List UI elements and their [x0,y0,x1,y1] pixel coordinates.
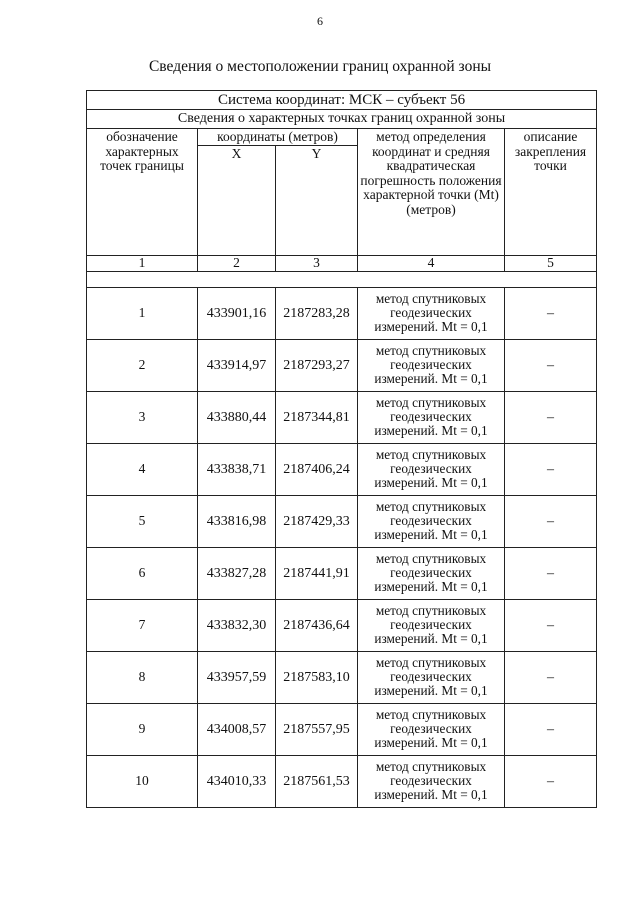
y-coordinate-cell: 2187436,64 [276,599,358,651]
method-cell: метод спутниковых геодезических измерений. Mt = 0,1 [358,547,505,599]
column-number: 2 [198,255,276,271]
coordinates-table [86,90,597,808]
y-coordinate-cell: 2187583,10 [276,651,358,703]
point-cell: 3 [87,391,198,443]
header-point: обозначение характерных точек границы [87,129,198,256]
method-cell: метод спутниковых геодезических измерений. Mt = 0,1 [358,755,505,807]
table-row [87,495,597,547]
table-row [87,703,597,755]
point-cell: 8 [87,651,198,703]
description-cell: – [505,703,597,755]
y-coordinate-cell: 2187406,24 [276,443,358,495]
coord-system-title: Система координат: МСК – субъект 56 [87,91,597,110]
column-number: 3 [276,255,358,271]
header-row [87,129,597,146]
table-row [87,547,597,599]
column-number: 1 [87,255,198,271]
method-cell: метод спутниковых геодезических измерений. Mt = 0,1 [358,443,505,495]
spacer-cell [87,271,597,287]
description-cell: – [505,391,597,443]
page-number: 6 [317,14,323,28]
x-coordinate-cell: 433957,59 [198,651,276,703]
method-cell: метод спутниковых геодезических измерений. Mt = 0,1 [358,651,505,703]
x-coordinate-cell: 433880,44 [198,391,276,443]
x-coordinate-cell: 433816,98 [198,495,276,547]
method-cell: метод спутниковых геодезических измерений. Mt = 0,1 [358,391,505,443]
point-cell: 10 [87,755,198,807]
header-y: Y [276,145,358,255]
column-number: 5 [505,255,597,271]
y-coordinate-cell: 2187344,81 [276,391,358,443]
x-coordinate-cell: 433838,71 [198,443,276,495]
table-subtitle: Сведения о характерных точках границ охранной зоны [87,110,597,129]
subtitle-row [87,110,597,129]
point-cell: 2 [87,339,198,391]
method-cell: метод спутниковых геодезических измерений. Mt = 0,1 [358,339,505,391]
description-cell: – [505,599,597,651]
description-cell: – [505,495,597,547]
method-cell: метод спутниковых геодезических измерений. Mt = 0,1 [358,599,505,651]
description-cell: – [505,339,597,391]
column-number: 4 [358,255,505,271]
table-row [87,443,597,495]
point-cell: 5 [87,495,198,547]
table-row [87,651,597,703]
table-row [87,339,597,391]
coord-system-row [87,91,597,110]
description-cell: – [505,755,597,807]
x-coordinate-cell: 433914,97 [198,339,276,391]
y-coordinate-cell: 2187293,27 [276,339,358,391]
x-coordinate-cell: 433832,30 [198,599,276,651]
point-cell: 9 [87,703,198,755]
table-row [87,391,597,443]
document-title: Сведения о местоположении границ охранной зоны [148,58,492,75]
method-cell: метод спутниковых геодезических измерений. Mt = 0,1 [358,703,505,755]
header-method: метод определения координат и средняя квадратическая погрешность положения характерной точки (Mt) (метров) [358,129,505,256]
description-cell: – [505,443,597,495]
point-cell: 7 [87,599,198,651]
spacer-row [87,271,597,287]
point-cell: 4 [87,443,198,495]
method-cell: метод спутниковых геодезических измерений. Mt = 0,1 [358,287,505,339]
header-coords: координаты (метров) [198,129,358,146]
x-coordinate-cell: 433901,16 [198,287,276,339]
x-coordinate-cell: 434010,33 [198,755,276,807]
point-cell: 1 [87,287,198,339]
x-coordinate-cell: 433827,28 [198,547,276,599]
description-cell: – [505,651,597,703]
table-row [87,599,597,651]
y-coordinate-cell: 2187557,95 [276,703,358,755]
table-row [87,287,597,339]
method-cell: метод спутниковых геодезических измерений. Mt = 0,1 [358,495,505,547]
description-cell: – [505,547,597,599]
y-coordinate-cell: 2187283,28 [276,287,358,339]
header-x: X [198,145,276,255]
point-cell: 6 [87,547,198,599]
y-coordinate-cell: 2187441,91 [276,547,358,599]
y-coordinate-cell: 2187429,33 [276,495,358,547]
description-cell: – [505,287,597,339]
header-description: описание закрепления точки [505,129,597,256]
x-coordinate-cell: 434008,57 [198,703,276,755]
y-coordinate-cell: 2187561,53 [276,755,358,807]
table-row [87,755,597,807]
column-numbers-row [87,255,597,271]
